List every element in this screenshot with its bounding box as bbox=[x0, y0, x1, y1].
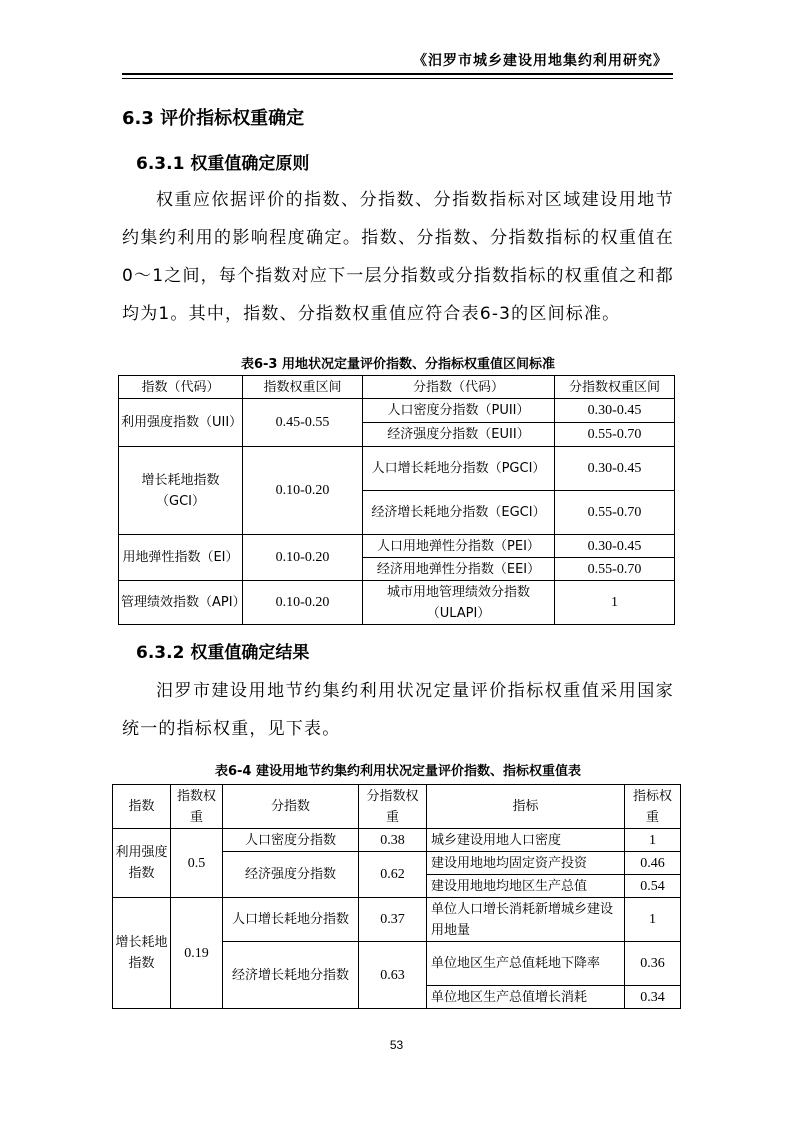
index-range-cell: 0.10-0.20 bbox=[243, 535, 363, 581]
sub-range-cell: 1 bbox=[555, 581, 675, 625]
sub-index-cell: 人口用地弹性分指数（PEI） bbox=[363, 535, 555, 558]
index-cell: 管理绩效指数（API） bbox=[119, 581, 243, 625]
header-cell: 指标权重 bbox=[625, 785, 681, 829]
table-row bbox=[113, 898, 681, 942]
index-cell: 利用强度指数（UII） bbox=[119, 399, 243, 447]
indicator-cell: 单位人口增长消耗新增城乡建设用地量 bbox=[427, 898, 625, 942]
header-cell: 指数权重 bbox=[171, 785, 223, 829]
sub-weight-cell: 0.37 bbox=[359, 898, 427, 942]
indicator-weight-cell: 0.34 bbox=[625, 986, 681, 1009]
header-cell: 分指数（代码） bbox=[363, 376, 555, 399]
index-range-cell: 0.10-0.20 bbox=[243, 581, 363, 625]
index-range-cell: 0.10-0.20 bbox=[243, 447, 363, 535]
table-row bbox=[119, 535, 675, 558]
indicator-weight-cell: 1 bbox=[625, 829, 681, 852]
table-row bbox=[119, 447, 675, 491]
indicator-cell: 建设用地地均固定资产投资 bbox=[427, 852, 625, 875]
indicator-cell: 单位地区生产总值耗地下降率 bbox=[427, 942, 625, 986]
sub-index-cell: 人口增长耗地分指数 bbox=[223, 898, 359, 942]
sub-index-cell: 经济增长耗地分指数 bbox=[223, 942, 359, 1009]
sub-range-cell: 0.30-0.45 bbox=[555, 399, 675, 423]
page-number: 53 bbox=[389, 1038, 404, 1052]
header-cell: 指数（代码） bbox=[119, 376, 243, 399]
sub-index-cell: 经济强度分指数（EUII） bbox=[363, 423, 555, 447]
result-paragraph: 汨罗市建设用地节约集约利用状况定量评价指标权重值采用国家统一的指标权重，见下表。 bbox=[122, 681, 674, 739]
index-cell: 用地弹性指数（EI） bbox=[119, 535, 243, 581]
indicator-weight-cell: 0.54 bbox=[625, 875, 681, 898]
sub-index-cell: 人口密度分指数（PUII） bbox=[363, 399, 555, 423]
sub-range-cell: 0.55-0.70 bbox=[555, 558, 675, 581]
sub-index-cell: 城市用地管理绩效分指数（ULAPI） bbox=[363, 581, 555, 625]
header-rule-thick bbox=[122, 73, 673, 75]
document-title: 《汨罗市城乡建设用地集约利用研究》 bbox=[413, 53, 668, 69]
table-row bbox=[113, 829, 681, 852]
indicator-weight-cell: 0.36 bbox=[625, 942, 681, 986]
principle-paragraph: 权重应依据评价的指数、分指数、分指数指标对区域建设用地节约集约利用的影响程度确定。指数、分指数、分指数指标的权重值在0～1之间，每个指数对应下一层分指数或分指数指标的权重值之和都均为1。其中，指数、分指数权重值应符合表6-3的区间标准。 bbox=[122, 190, 674, 324]
header-cell: 分指数 bbox=[223, 785, 359, 829]
sub-index-cell: 人口密度分指数 bbox=[223, 829, 359, 852]
indicator-cell: 建设用地地均地区生产总值 bbox=[427, 875, 625, 898]
index-cell: 利用强度指数 bbox=[113, 829, 171, 898]
subsection-heading-principle: 6.3.1 权重值确定原则 bbox=[136, 154, 310, 174]
header-cell: 指数 bbox=[113, 785, 171, 829]
header-cell: 分指数权重区间 bbox=[555, 376, 675, 399]
table-6-3-caption: 表6-3 用地状况定量评价指数、分指标权重值区间标准 bbox=[240, 357, 555, 372]
header-cell: 分指数权重 bbox=[359, 785, 427, 829]
index-range-cell: 0.45-0.55 bbox=[243, 399, 363, 447]
indicator-cell: 单位地区生产总值增长消耗 bbox=[427, 986, 625, 1009]
section-heading: 6.3 评价指标权重确定 bbox=[122, 108, 305, 129]
sub-index-cell: 经济增长耗地分指数（EGCI） bbox=[363, 491, 555, 535]
index-cell: 增长耗地指数（GCI） bbox=[119, 447, 243, 535]
subsection-heading-result: 6.3.2 权重值确定结果 bbox=[136, 643, 310, 663]
table-header-row bbox=[119, 376, 675, 399]
indicator-cell: 城乡建设用地人口密度 bbox=[427, 829, 625, 852]
indicator-weight-cell: 1 bbox=[625, 898, 681, 942]
sub-weight-cell: 0.38 bbox=[359, 829, 427, 852]
table-header-row bbox=[113, 785, 681, 829]
index-cell: 增长耗地指数 bbox=[113, 898, 171, 1009]
sub-index-cell: 经济用地弹性分指数（EEI） bbox=[363, 558, 555, 581]
table-row bbox=[119, 581, 675, 625]
index-weight-cell: 0.5 bbox=[171, 829, 223, 898]
weight-range-table bbox=[118, 375, 675, 625]
sub-range-cell: 0.30-0.45 bbox=[555, 447, 675, 491]
weight-value-table bbox=[112, 784, 681, 1009]
index-weight-cell: 0.19 bbox=[171, 898, 223, 1009]
sub-weight-cell: 0.63 bbox=[359, 942, 427, 1009]
indicator-weight-cell: 0.46 bbox=[625, 852, 681, 875]
sub-range-cell: 0.55-0.70 bbox=[555, 491, 675, 535]
sub-weight-cell: 0.62 bbox=[359, 852, 427, 898]
table-row bbox=[119, 399, 675, 423]
sub-range-cell: 0.30-0.45 bbox=[555, 535, 675, 558]
table-6-4-caption: 表6-4 建设用地节约集约利用状况定量评价指数、指标权重值表 bbox=[214, 764, 581, 779]
header-cell: 指标 bbox=[427, 785, 625, 829]
sub-index-cell: 经济强度分指数 bbox=[223, 852, 359, 898]
sub-range-cell: 0.55-0.70 bbox=[555, 423, 675, 447]
header-cell: 指数权重区间 bbox=[243, 376, 363, 399]
header-rule-thin bbox=[122, 78, 673, 79]
sub-index-cell: 人口增长耗地分指数（PGCI） bbox=[363, 447, 555, 491]
